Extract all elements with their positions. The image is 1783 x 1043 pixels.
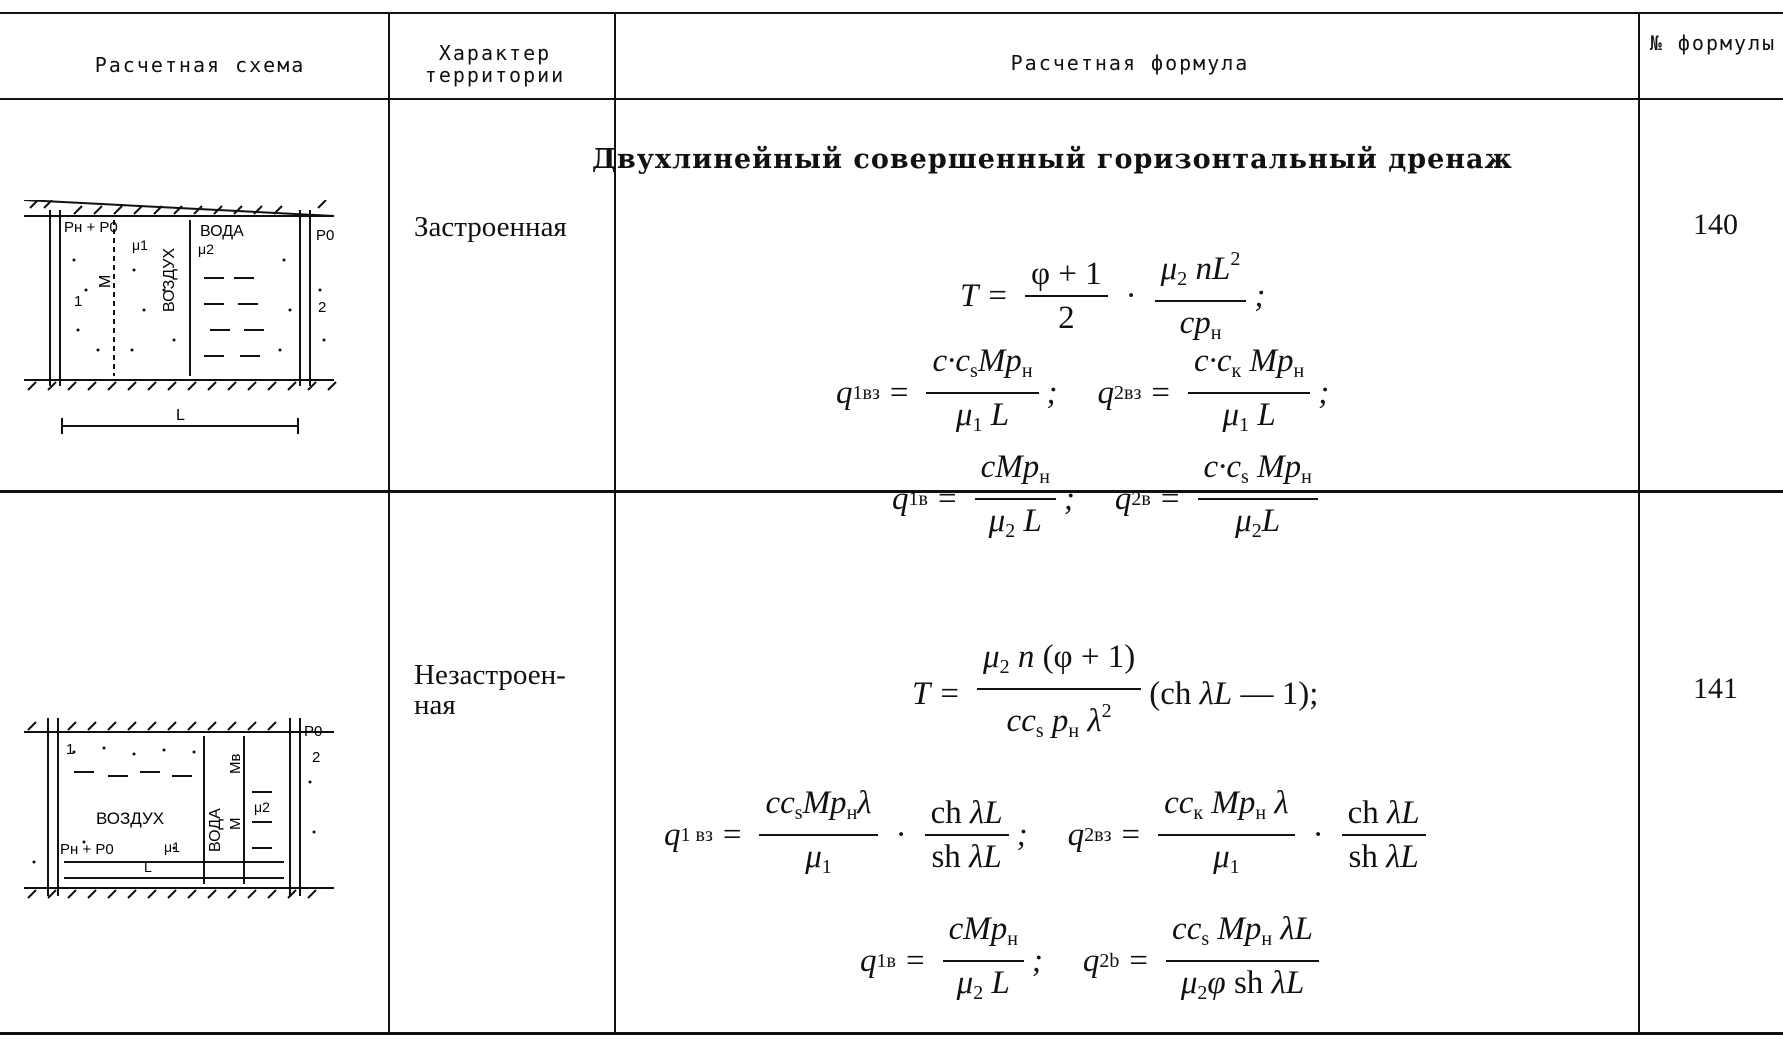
row2-scheme-diagram	[14, 712, 344, 912]
label-two: 2	[312, 749, 321, 766]
header-bottom-rule	[0, 98, 1783, 100]
header-formula: Расчетная формула	[1010, 51, 1250, 75]
column-divider-1	[388, 12, 390, 1032]
label-one: 1	[66, 741, 75, 758]
label-length: L	[144, 859, 152, 875]
row1-formula-q-v: q 1в = $\frac{cMp_н}{\mu_2 L}$ ; q 2в = $\frac{c\cdot c_s Mp_н}{\mu_2L}$	[892, 448, 1326, 550]
label-mu1: μ1	[132, 237, 148, 253]
header-number: № формулы	[1649, 31, 1777, 55]
label-mu1: μ1	[164, 839, 180, 855]
row1-formula-T: T = $\frac{\varphi + 1}{2}$ · $\frac{\mu_2 nL^2}{cp_н}$ ;	[960, 240, 1265, 352]
row1-territory: Застроенная	[414, 211, 567, 243]
row2-formula-number: 141	[1693, 672, 1738, 705]
label-mb: Mв	[227, 753, 244, 774]
label-two: 2	[318, 299, 327, 316]
label-air: ВОЗДУХ	[96, 809, 165, 828]
row1-scheme-diagram	[14, 200, 344, 440]
row2-territory: Незастроен- ная	[414, 659, 566, 721]
label-p0-right: P0	[316, 227, 335, 244]
table-top-rule	[0, 12, 1783, 14]
row2-formula-q-v: q 1в = $\frac{cMp_н}{\mu_2 L}$ ; q 2b = $\frac{cc_s Mp_н \lambda L}{\mu_2\varphi sh \lambda L}$	[860, 910, 1327, 1012]
label-m: M	[227, 817, 244, 830]
header-scheme: Расчетная схема	[94, 53, 306, 77]
row2-formula-q-vz: q 1 вз = $\frac{cc_sMp_н\lambda}{\mu_1}$ · $\frac{\text{ch λL}}{\text{sh λL}}$ ; q 2вз = $\frac{cc_к Mp_н \lambda}{\mu_1}$ · $\frac{\text{ch λL}}{\text{sh λL}}$	[664, 784, 1434, 886]
column-divider-3	[1638, 12, 1640, 1032]
label-length: L	[176, 407, 185, 424]
label-mu2: μ2	[254, 799, 270, 815]
header-territory: Характер территории	[424, 41, 566, 87]
label-pressure-bottom: Pн + P0	[60, 841, 114, 858]
label-water: ВОДА	[200, 223, 244, 240]
row1-formula-number: 140	[1693, 208, 1738, 241]
label-m: M	[97, 274, 114, 288]
table-bottom-rule	[0, 1032, 1783, 1035]
label-pressure-top: Pн + P0	[64, 219, 118, 236]
row1-formula-q-vz: q 1вз = $\frac{c\cdot c_sMp_н}{\mu_1 L}$ ; q 2вз = $\frac{c\cdot c_к Mp_н}{\mu_1 L}$ ;	[836, 343, 1330, 436]
row2-formula-T: T = $\frac{\mu_2 n (\varphi + 1)}{cc_s p_н \lambda^2}$ (ch λL — 1);	[912, 639, 1319, 742]
section-title: Двухлинейный совершенный горизонтальный дренаж	[592, 144, 1513, 175]
label-air: ВОЗДУХ	[161, 247, 178, 312]
label-water: ВОДА	[207, 808, 224, 852]
label-one: 1	[74, 293, 83, 310]
label-mu2: μ2	[198, 241, 214, 257]
label-p0-right: P0	[304, 723, 323, 740]
